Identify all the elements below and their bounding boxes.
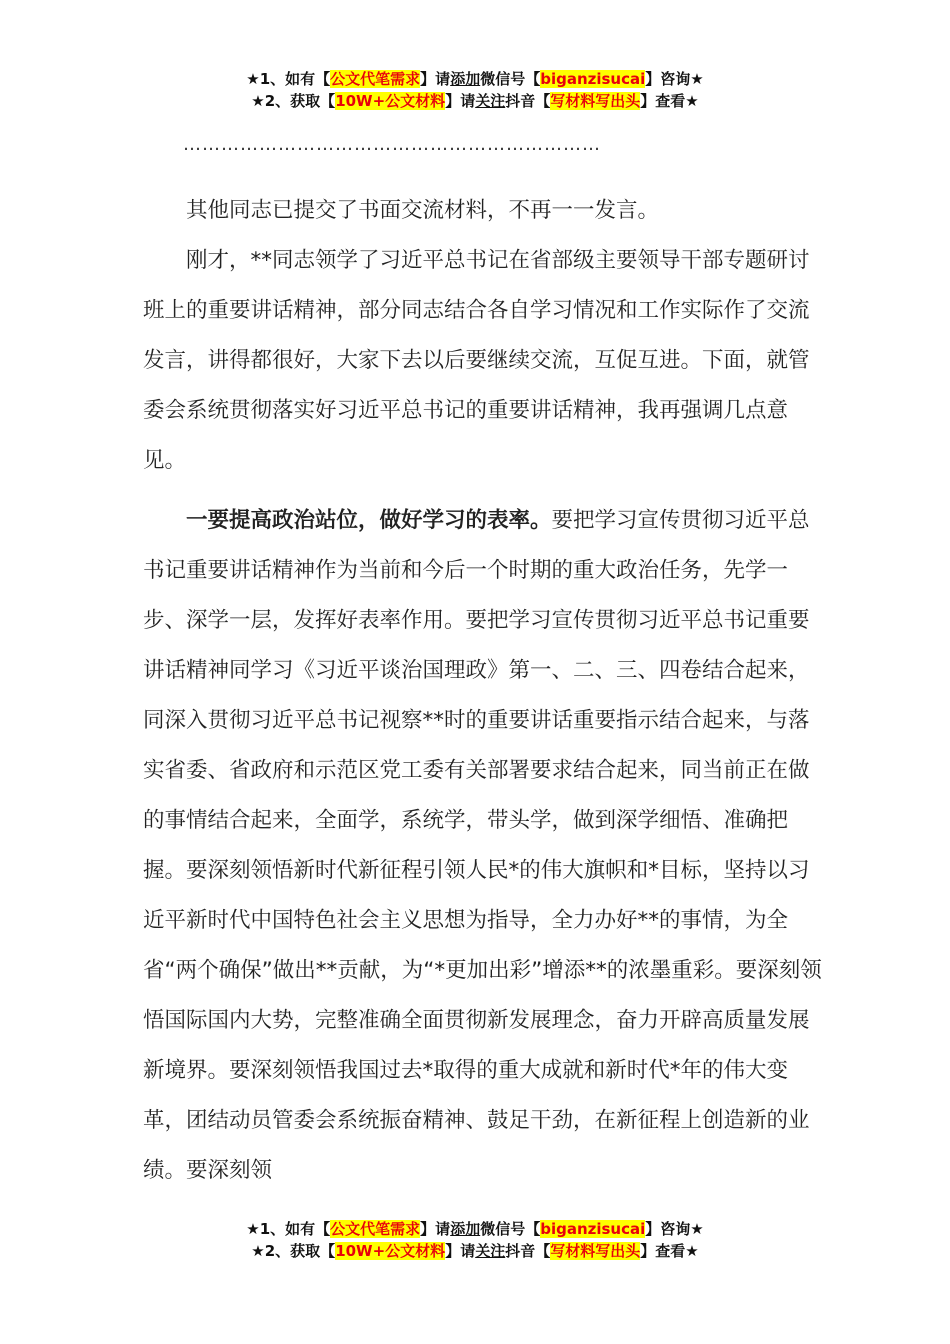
promo-highlight: 10W+公文材料 (335, 1242, 446, 1260)
promo-line-1 (0, 1218, 950, 1240)
promo-highlight: 写材料写出头 (550, 92, 641, 110)
promo-text: ★2、获取【 (251, 1242, 336, 1260)
promo-text: ★1、如有【 (246, 1220, 331, 1238)
promo-highlight: 公文代笔需求 (330, 1220, 421, 1238)
promo-banner-top (0, 68, 950, 112)
promo-banner-bottom (0, 1218, 950, 1262)
promo-underline: 添加 (450, 70, 481, 88)
promo-text: 】查看★ (640, 1242, 699, 1260)
paragraph-3-lead: 一要提高政治站位，做好学习的表率。 (186, 508, 552, 533)
promo-text: ★2、获取【 (251, 92, 336, 110)
promo-text: 】请 (445, 92, 476, 110)
promo-text: 】咨询★ (645, 1220, 704, 1238)
promo-text: 微信号【 (480, 70, 541, 88)
promo-text: 】请 (445, 1242, 476, 1260)
paragraph-3 (143, 496, 823, 1196)
promo-text: 抖音【 (505, 92, 551, 110)
promo-underline: 关注 (475, 1242, 506, 1260)
ellipsis-line: ………………………………………………………… (183, 134, 601, 155)
promo-text: ★1、如有【 (246, 70, 331, 88)
promo-text: 】请 (420, 1220, 451, 1238)
paragraph-1: 其他同志已提交了书面交流材料，不再一一发言。 (186, 198, 660, 223)
promo-highlight: 10W+公文材料 (335, 92, 446, 110)
promo-highlight: 写材料写出头 (550, 1242, 641, 1260)
paragraph-3-body: 要把学习宣传贯彻习近平总书记重要讲话精神作为当前和今后一个时期的重大政治任务，先学一步、深学一层，发挥好表率作用。要把学习宣传贯彻习近平总书记重要讲话精神同学习《习近平谈治国理政》第一、二、三、四卷结合起来，同深入贯彻习近平总书记视察**时的重要讲话重要指示结合起来，与落实省委、省政府和示范区党工委有关部署要求结合起来，同当前正在做的事情结合起来，全面学，系统学，带头学，做到深学细悟、准确把握。要深刻领悟新时代新征程引领人民*的伟大旗帜和*目标，坚持以习近平新时代中国特色社会主义思想为指导，全力办好**的事情，为全省“两个确保”做出**贡献，为“*更加出彩”增添**的浓墨重彩。要深刻领悟国际国内大势，完整准确全面贯彻新发展理念，奋力开辟高质量发展新境界。要深刻领悟我国过去*取得的重大成就和新时代*年的伟大变革，团结动员管委会系统振奋精神、鼓足干劲，在新征程上创造新的业绩。要深刻领 (143, 508, 822, 1183)
promo-highlight: 公文代笔需求 (330, 70, 421, 88)
promo-highlight: biganzisucai (540, 70, 646, 88)
promo-text: 】请 (420, 70, 451, 88)
promo-line-2 (0, 90, 950, 112)
promo-line-2 (0, 1240, 950, 1262)
promo-underline: 关注 (475, 92, 506, 110)
promo-text: 】查看★ (640, 92, 699, 110)
promo-text: 抖音【 (505, 1242, 551, 1260)
promo-text: 】咨询★ (645, 70, 704, 88)
promo-text: 微信号【 (480, 1220, 541, 1238)
promo-highlight: biganzisucai (540, 1220, 646, 1238)
paragraph-2: 刚才，**同志领学了习近平总书记在省部级主要领导干部专题研讨班上的重要讲话精神，部分同志结合各自学习情况和工作实际作了交流发言，讲得都很好，大家下去以后要继续交流，互促互进。下面，就管委会系统贯彻落实好习近平总书记的重要讲话精神，我再强调几点意见。 (143, 248, 810, 473)
promo-line-1 (0, 68, 950, 90)
document-body (143, 186, 823, 1196)
promo-underline: 添加 (450, 1220, 481, 1238)
